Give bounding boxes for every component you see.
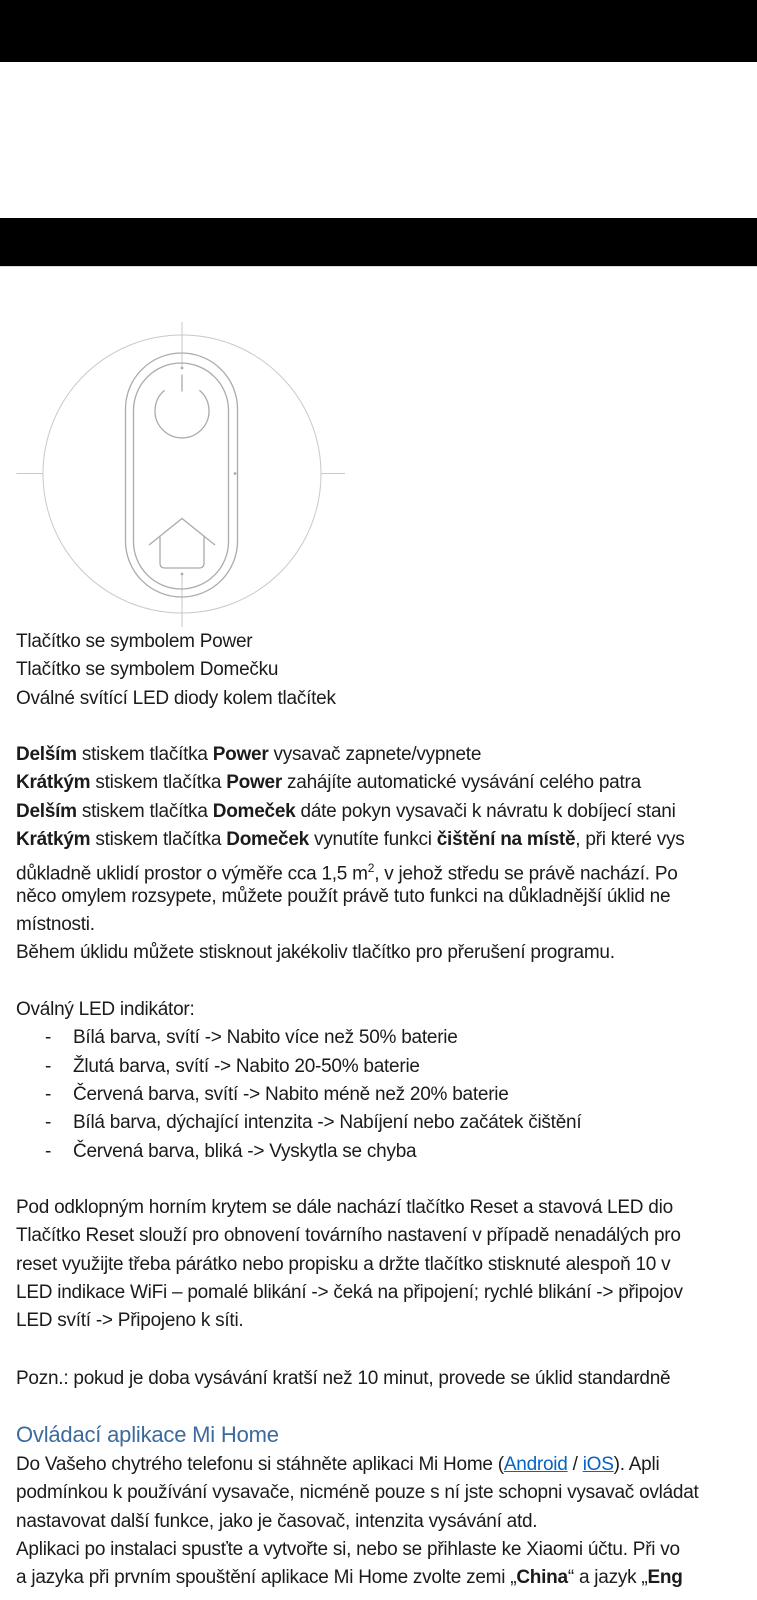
- text-line: [16, 883, 757, 911]
- text-segment: Krátkým: [16, 829, 91, 851]
- text-segment: Domeček: [226, 829, 309, 851]
- crosshair-right-dot: [234, 472, 237, 475]
- text-line: [16, 1451, 757, 1479]
- text-segment: stiskem tlačítka: [90, 829, 227, 851]
- bullet-marker: -: [45, 1055, 52, 1077]
- bullet-line: [16, 1081, 757, 1109]
- text-segment: stiskem tlačítka: [76, 744, 213, 765]
- text-line: [16, 1508, 757, 1536]
- crosshair-bottom-dot: [181, 573, 184, 576]
- text-segment: podmínkou k používání vysavače, nicméně pouze s ní jste schopni vysavač ovládat: [16, 1482, 699, 1504]
- text-line: [16, 1194, 757, 1222]
- note-text: Pozn.: pokud je doba vysávání kratší než 10 minut, provede se úklid standardně: [16, 1368, 671, 1389]
- text-segment: stiskem tlačítka: [76, 800, 213, 822]
- text-segment: , v jehož středu se právě nachází. Po: [374, 863, 678, 885]
- text-line: [16, 854, 757, 885]
- section-black-banner: [0, 218, 757, 267]
- text-segment: důkladně uklidí prostor o výměře cca 1,5 m: [16, 863, 368, 885]
- text-segment: něco omylem rozsypete, můžete použít právě tuto funkci na důkladnější úklid ne: [16, 885, 671, 907]
- text-segment: Do Vašeho chytrého telefonu si stáhněte aplikaci Mi Home (: [16, 1454, 504, 1475]
- text-segment: Během úklidu můžete stisknout jakékoliv tlačítko pro přerušení programu.: [16, 942, 615, 964]
- link-android[interactable]: Android: [503, 1454, 568, 1475]
- bullet-marker: -: [45, 1027, 52, 1049]
- text-segment: , při které vys: [575, 829, 685, 851]
- text-line: [16, 685, 757, 713]
- text-segment: Eng: [647, 1567, 683, 1589]
- text-segment: stiskem tlačítka: [90, 772, 227, 794]
- button-captions-paragraph: [16, 628, 757, 713]
- reset-wifi-paragraph: [16, 1194, 757, 1336]
- text-segment: Aplikaci po instalaci spusťte a vytvořte si, nebo se přihlaste ke Xiaomi účtu. Při vo: [16, 1539, 680, 1561]
- text-segment: nastavovat další funkce, jako je časovač, intenzita vysávání atd.: [16, 1510, 538, 1532]
- crosshair-top-dot: [181, 367, 184, 370]
- text-line: [16, 656, 757, 684]
- top-black-banner: [0, 0, 757, 62]
- text-segment: China: [516, 1567, 568, 1589]
- text-line: [16, 911, 757, 939]
- bullet-line: [16, 1053, 757, 1081]
- bullet-marker: -: [45, 1140, 52, 1162]
- button-functions-paragraph: [16, 741, 757, 968]
- text-line: [16, 1564, 757, 1592]
- bullet-marker: -: [45, 1112, 52, 1134]
- bullet-line: [16, 1138, 757, 1166]
- text-segment: Tlačítko se symbolem Domečku: [16, 659, 279, 681]
- text-line: [16, 1222, 757, 1250]
- text-segment: Bílá barva, svítí -> Nabito více než 50% baterie: [73, 1027, 458, 1049]
- link-ios[interactable]: iOS: [582, 1454, 614, 1475]
- text-segment: Červená barva, svítí -> Nabito méně než 20% baterie: [73, 1084, 509, 1106]
- text-segment: místnosti.: [16, 914, 95, 936]
- text-segment: Červená barva, bliká -> Vyskytla se chyba: [73, 1140, 417, 1162]
- text-segment: LED svítí -> Připojeno k síti.: [16, 1310, 244, 1332]
- text-line: [16, 1536, 757, 1564]
- text-segment: Delším: [16, 800, 77, 822]
- text-segment: vysavač zapnete/vypnete: [268, 744, 482, 765]
- text-segment: reset využijte třeba párátko nebo propisku a držte tlačítko stisknuté alespoň 10 v: [16, 1253, 671, 1275]
- text-segment: Tlačítko Reset slouží pro obnovení továrního nastavení v případě nenadálých pro: [16, 1225, 681, 1247]
- text-segment: dáte pokyn vysavači k návratu k dobíjecí stani: [295, 800, 676, 822]
- text-line: [16, 996, 757, 1024]
- section-heading-mi-home: Ovládací aplikace Mi Home: [16, 1422, 279, 1447]
- text-segment: /: [567, 1454, 583, 1475]
- text-line: [16, 826, 757, 854]
- text-segment: Pod odklopným horním krytem se dále nachází tlačítko Reset a stavová LED dio: [16, 1197, 673, 1218]
- text-segment: Oválný LED indikátor:: [16, 999, 195, 1020]
- text-segment: Oválné svítící LED diody kolem tlačítek: [16, 687, 336, 709]
- bullet-marker: -: [45, 1084, 52, 1106]
- text-segment: a jazyka při prvním spouštění aplikace Mi Home zvolte zemi „: [16, 1567, 517, 1589]
- text-segment: vynutíte funkci: [308, 829, 437, 851]
- text-segment: Domeček: [212, 800, 296, 822]
- note-paragraph: [16, 1365, 757, 1393]
- text-segment: Power: [212, 744, 269, 765]
- bullet-line: [16, 1024, 757, 1052]
- home-icon: [149, 519, 215, 569]
- text-line: [16, 798, 757, 826]
- text-segment: Delším: [16, 744, 77, 765]
- power-icon: [155, 375, 209, 438]
- text-line: [16, 939, 757, 967]
- text-line: [16, 1251, 757, 1279]
- text-line: [16, 1307, 757, 1335]
- text-line: [16, 1279, 757, 1307]
- text-segment: zahájíte automatické vysávání celého patra: [282, 772, 641, 794]
- text-line: [16, 628, 757, 656]
- text-segment: Bílá barva, dýchající intenzita -> Nabíjení nebo začátek čištění: [73, 1112, 582, 1134]
- superscript: 2: [367, 861, 375, 876]
- text-segment: LED indikace WiFi – pomalé blikání -> čeká na připojení; rychlé blikání -> připojov: [16, 1282, 683, 1304]
- text-segment: “ a jazyk „: [567, 1567, 648, 1589]
- text-segment: ). Apli: [613, 1454, 660, 1475]
- text-segment: čištění na místě: [436, 829, 576, 851]
- note-line: [16, 1365, 757, 1393]
- text-segment: Žlutá barva, svítí -> Nabito 20-50% baterie: [73, 1055, 420, 1077]
- mi-home-app-paragraph: [16, 1451, 757, 1593]
- robot-top-view-diagram: [0, 300, 400, 640]
- led-ring-inner: [134, 363, 229, 589]
- led-indicator-list: [16, 996, 757, 1166]
- bullet-line: [16, 1109, 757, 1137]
- text-line: [16, 769, 757, 797]
- text-segment: Tlačítko se symbolem Power: [16, 631, 253, 652]
- text-segment: Power: [226, 772, 282, 794]
- text-line: [16, 741, 757, 769]
- text-segment: Krátkým: [16, 772, 91, 794]
- text-line: [16, 1479, 757, 1507]
